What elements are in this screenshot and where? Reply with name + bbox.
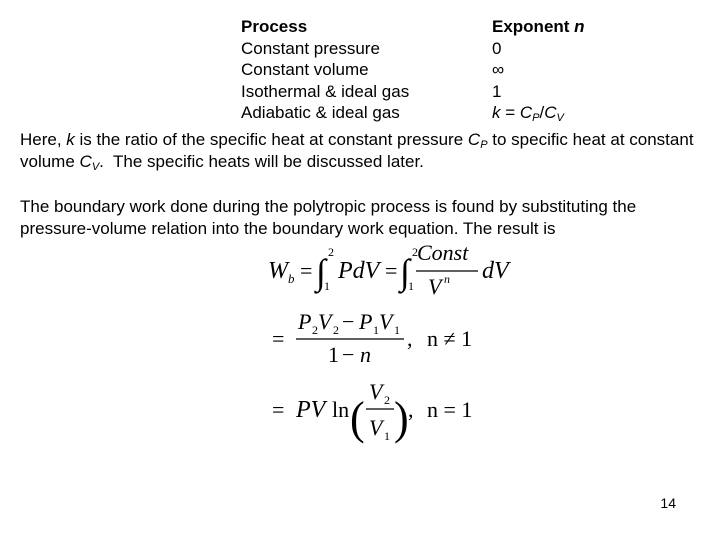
svg-text:V: V [369,415,383,440]
table-row [241,59,611,81]
page-number: 14 [660,495,676,511]
svg-text:=: = [300,258,313,283]
svg-text:n: n [444,272,450,286]
svg-text:n ≠ 1: n ≠ 1 [427,326,473,351]
svg-text:b: b [288,271,295,286]
specific-heat-paragraph: Here, k is the ratio of the specific heat at constant pressure $C_P$ to specific heat at constant volume $C_V$. The specific heats will be discussed later. [20,130,694,173]
process-name: Adiabatic & ideal gas [241,103,400,122]
svg-text:P: P [359,309,373,334]
svg-text:2: 2 [312,323,318,337]
svg-text:,: , [407,326,413,351]
boundary-work-equation [262,236,522,451]
svg-text:PdV: PdV [338,258,380,284]
svg-text:1: 1 [394,323,400,337]
exponent-value: 0 [492,38,502,58]
table-row [241,38,611,60]
svg-text:−: − [342,309,355,334]
svg-text:n: n [360,342,371,367]
svg-text:(: ( [350,392,365,444]
svg-text:=: = [272,397,285,422]
equation-line-1 [268,240,511,299]
svg-text:=: = [385,258,398,283]
svg-text:2: 2 [333,323,339,337]
svg-text:n = 1: n = 1 [427,397,473,422]
svg-text:2: 2 [412,245,418,259]
svg-text:,: , [408,397,414,422]
svg-text:2: 2 [328,245,334,259]
boundary-work-paragraph: The boundary work done during the polytropic process is found by substituting the pressure-volume relation into the boundary work equation. The result is [20,197,637,238]
svg-text:1: 1 [328,342,339,367]
table-row [241,102,611,124]
svg-text:∫: ∫ [400,252,410,292]
svg-text:V: V [318,309,332,334]
process-name: Constant pressure [241,38,380,58]
svg-text:ln: ln [332,397,350,422]
equation-line-2 [272,309,472,367]
equation-line-3 [272,379,472,444]
svg-text:V: V [428,274,442,299]
svg-text:1: 1 [384,429,390,443]
svg-text:PV: PV [296,397,326,423]
svg-text:∫: ∫ [316,252,326,292]
svg-text:V: V [369,379,383,404]
svg-text:1: 1 [408,279,414,293]
svg-text:Const: Const [417,240,469,265]
table-header-row [241,16,611,38]
header-process: Process [241,17,308,36]
exponent-value: 1 [492,81,502,101]
svg-text:−: − [342,342,355,367]
svg-text:1: 1 [373,323,379,337]
process-name: Constant volume [241,60,369,79]
svg-text:P: P [298,309,312,334]
svg-text:=: = [272,326,285,351]
exponent-value: ∞ [492,60,505,79]
svg-text:): ) [394,392,409,444]
process-name: Isothermal & ideal gas [241,81,410,101]
table-row [241,81,611,103]
process-exponent-table [241,16,611,124]
svg-text:1: 1 [324,279,330,293]
header-exponent: Exponent n [492,17,585,36]
svg-text:V: V [379,309,393,334]
svg-text:2: 2 [384,393,390,407]
exponent-value: $k = C_P/C_V$ [492,103,564,124]
svg-text:dV: dV [482,258,509,284]
svg-text:W: W [268,258,288,284]
